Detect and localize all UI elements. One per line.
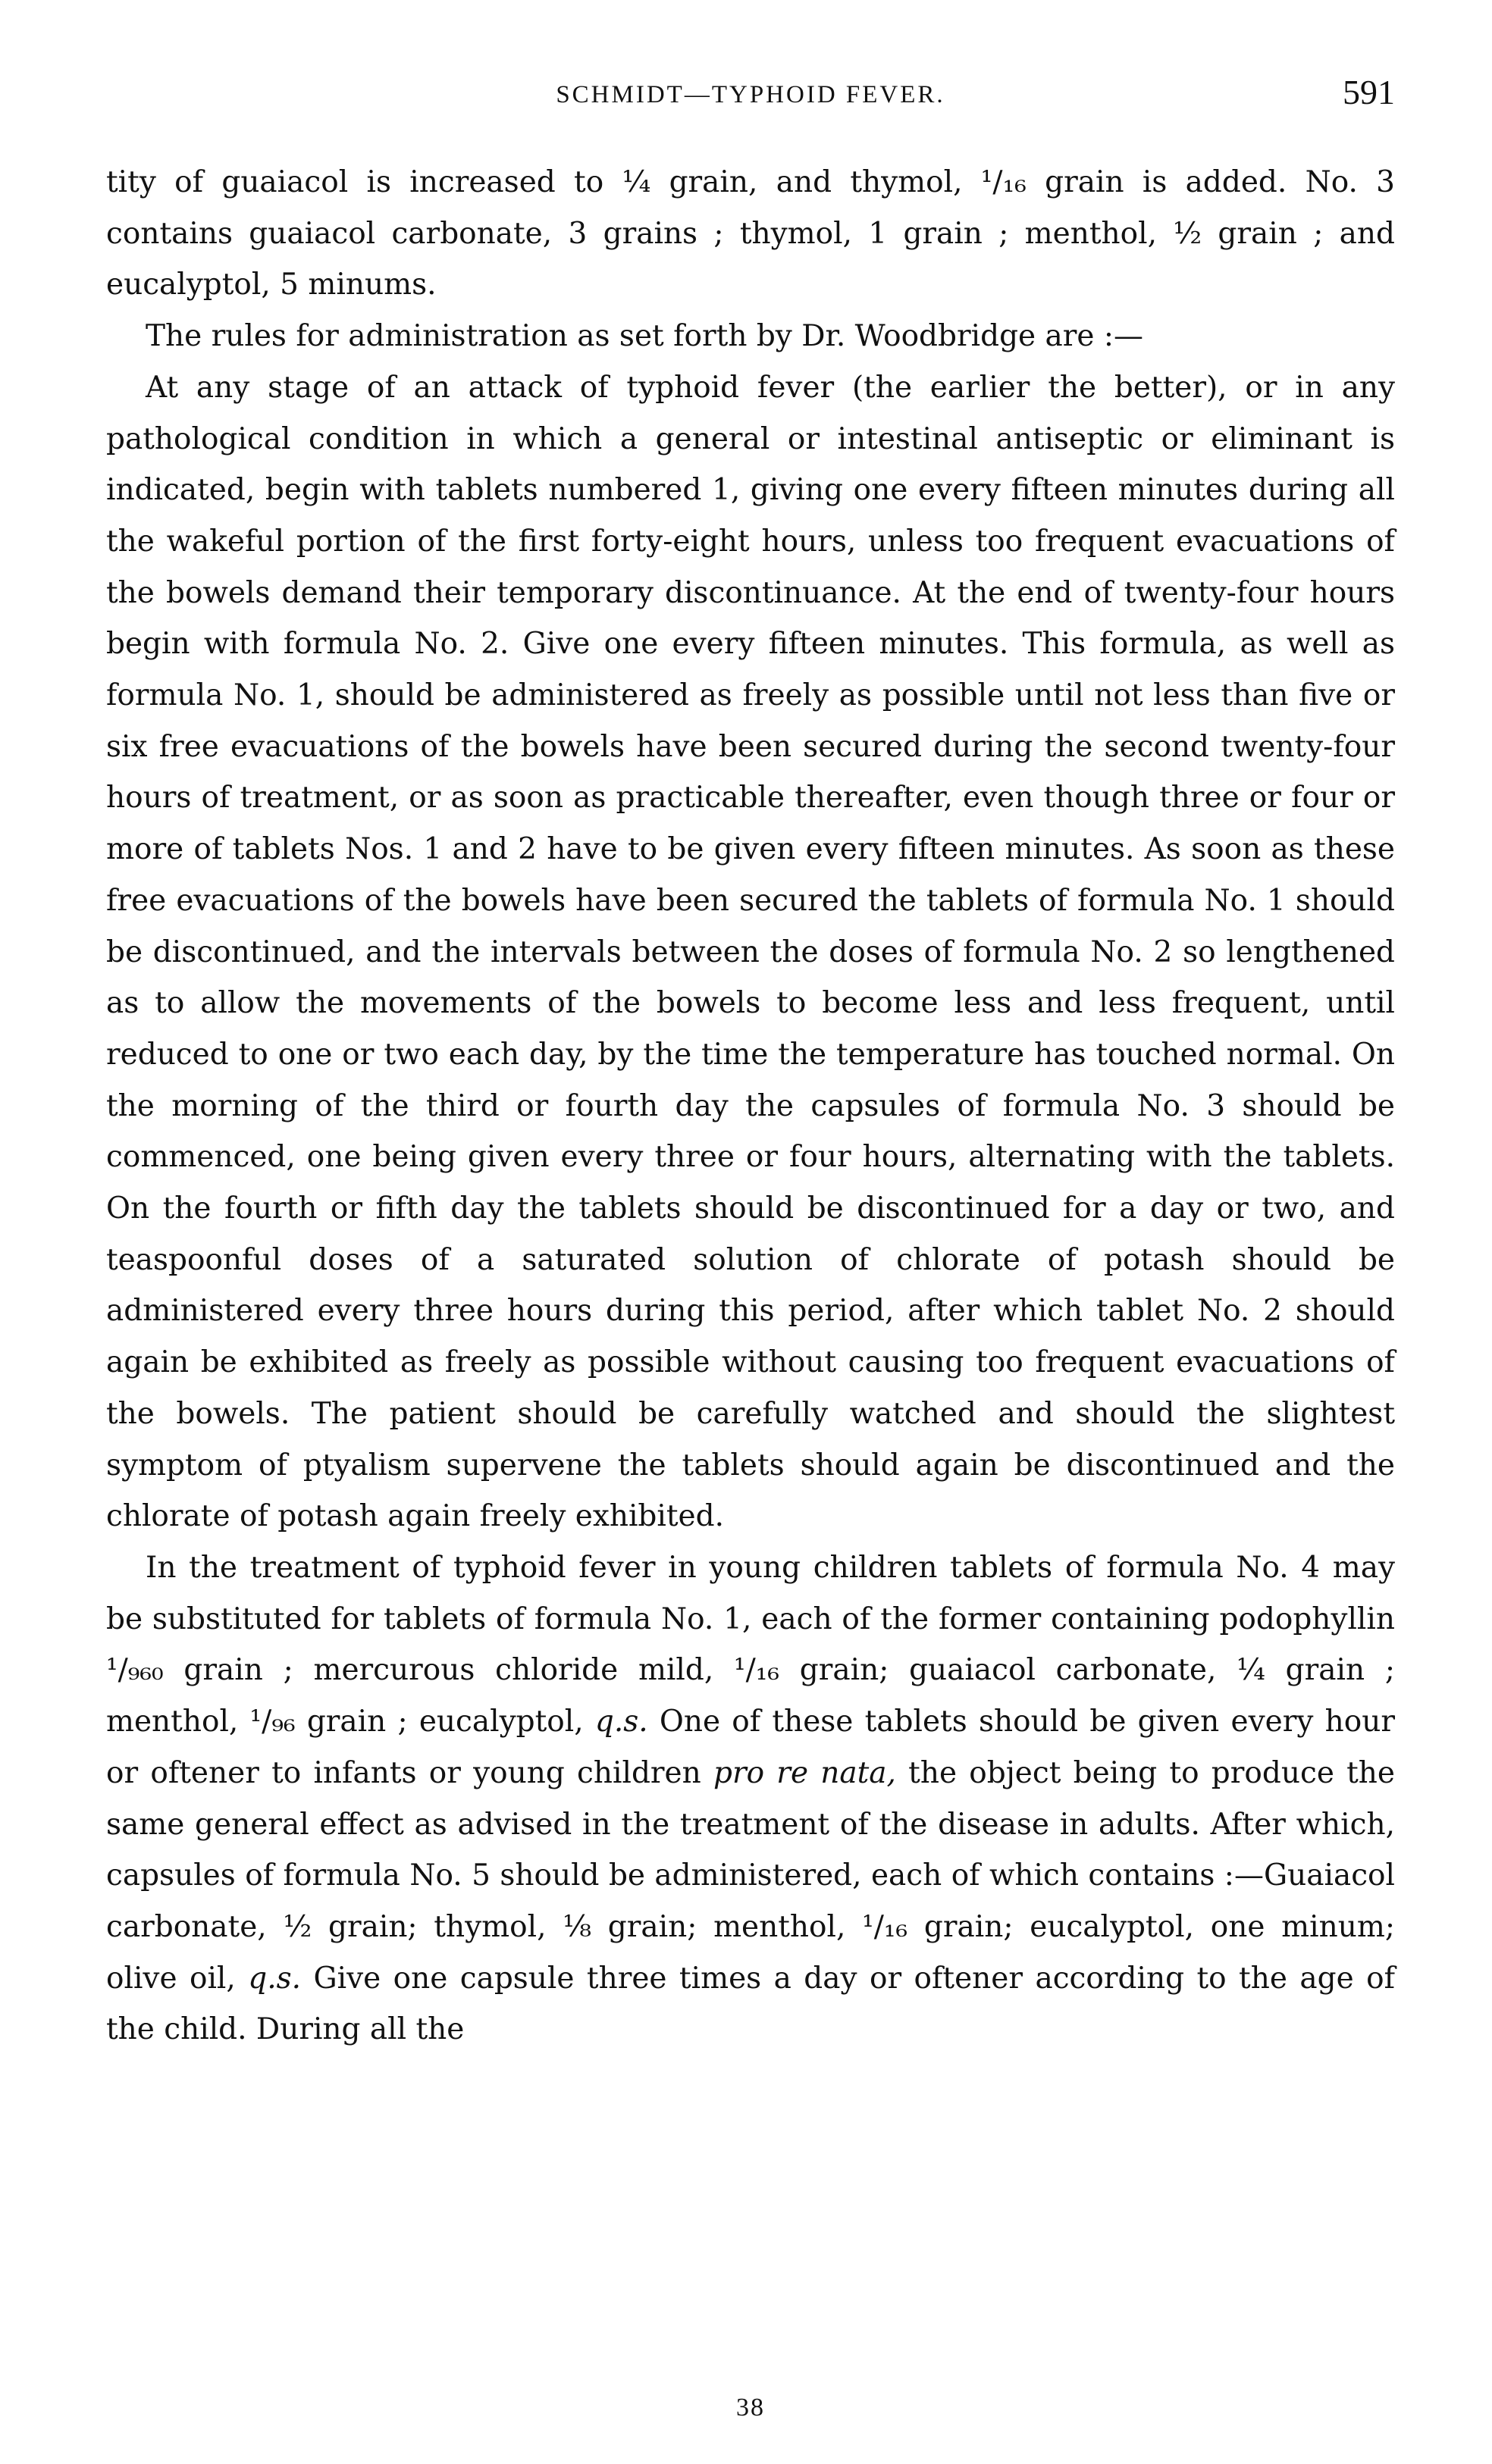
paragraph-p4 bbox=[106, 1542, 1395, 2055]
paragraph-text: In the treatment of typhoid fever in young children tablets of formula No. 4 may be substituted for tablets of formula No. 1, each of the former containing podophyllin ¹/₉₆₀ grain ; mercurous chloride mild, ¹/₁₆ grain; guaiacol carbonate, ¼ grain ; menthol, ¹/₉₆ grain ; eucalyptol, bbox=[106, 1550, 1395, 1739]
running-title: SCHMIDT—TYPHOID FEVER. bbox=[556, 81, 945, 108]
italic-text: q.s. bbox=[248, 1961, 302, 1996]
paragraph-p1 bbox=[106, 157, 1395, 311]
page-header bbox=[106, 72, 1395, 125]
book-page bbox=[106, 72, 1395, 2452]
paragraph-p3 bbox=[106, 362, 1395, 1542]
paragraph-text: tity of guaiacol is increased to ¼ grain, and thymol, ¹/₁₆ grain is added. No. 3 contains guaiacol carbonate, 3 grains ; thymol, 1 grain ; menthol, ½ grain ; and eucalyptol, 5 minums. bbox=[106, 165, 1395, 302]
italic-text: q.s. bbox=[594, 1705, 648, 1739]
paragraph-text: At any stage of an attack of typhoid fever (the earlier the better), or in any pathological condition in which a general or intestinal antiseptic or eliminant is indicated, begin with tablets numbered 1, giving one every fifteen minutes during all the wakeful portion of the first forty-eight hours, unless too frequent evacuations of the bowels demand their temporary discontinuance. At the end of twenty-four hours begin with formula No. 2. Give one every fifteen minutes. This formula, as well as formula No. 1, should be administered as freely as possible until not less than five or six free evacuations of the bowels have been secured during the second twenty-four hours of treatment, or as soon as practicable thereafter, even though three or four or more of tablets Nos. 1 and 2 have to be given every fifteen minutes. As soon as these free evacuations of the bowels have been secured the tablets of formula No. 1 should be discontinued, and the intervals between the doses of formula No. 2 so lengthened as to allow the movements of the bowels to become less and less frequent, until reduced to one or two each day, by the time the temperature has touched normal. On the morning of the third or fourth day the capsules of formula No. 3 should be commenced, one being given every three or four hours, alternating with the tablets. On the fourth or fifth day the tablets should be discontinued for a day or two, and teaspoonful doses of a saturated solution of chlorate of potash should be administered every three hours during this period, after which tablet No. 2 should again be exhibited as freely as possible without causing too frequent evacuations of the bowels. The patient should be carefully watched and should the slightest symptom of ptyalism supervene the tablets should again be discontinued and the chlorate of potash again freely exhibited. bbox=[106, 370, 1395, 1534]
paragraph-text: One of these tablets should be given every hour or oftener to infants or young children bbox=[106, 1705, 1395, 1790]
italic-text: pro re nata, bbox=[713, 1755, 896, 1790]
body-text bbox=[106, 157, 1395, 2055]
signature-mark: 38 bbox=[736, 2394, 765, 2422]
paragraph-p2 bbox=[106, 311, 1395, 362]
page-number: 591 bbox=[1343, 73, 1395, 111]
paragraph-text: the object being to produce the same general effect as advised in the treatment of the disease in adults. After which, capsules of formula No. 5 should be administered, each of which contains :—Guaiacol carbonate, ½ grain; thymol, ⅛ grain; menthol, ¹/₁₆ grain; eucalyptol, one minum; olive oil, bbox=[106, 1755, 1395, 1996]
paragraph-text: Give one capsule three times a day or oftener according to the age of the child. During all the bbox=[106, 1961, 1396, 2047]
paragraph-text: The rules for administration as set forth by Dr. Woodbridge are :— bbox=[146, 319, 1144, 354]
